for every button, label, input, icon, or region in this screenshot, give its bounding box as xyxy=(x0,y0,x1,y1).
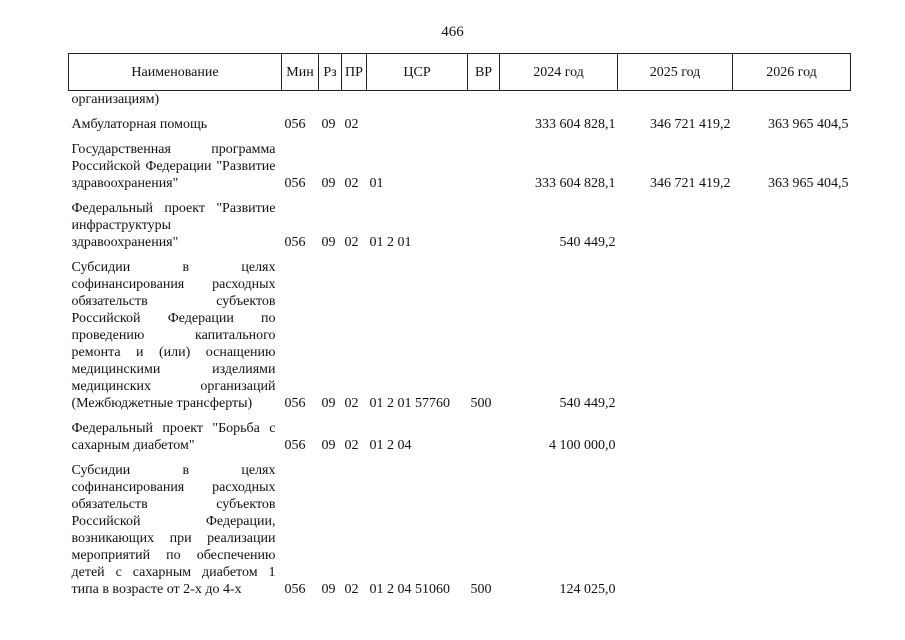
row-name: Субсидии в целях софинансирования расходных обязательств субъектов Российской Федерации, возникающих при реализации мероприятий по обеспечению детей с сахарным диабетом 1 типа в возрасте от 2-х до 4-х xyxy=(71,463,276,597)
row-rz: 09 xyxy=(321,235,336,250)
row-csr xyxy=(367,116,468,133)
table-header xyxy=(69,54,851,91)
row-2025 xyxy=(618,420,733,454)
budget-table xyxy=(68,53,851,598)
row-min: 056 xyxy=(284,117,306,132)
table-row xyxy=(69,420,851,454)
row-pr: 02 xyxy=(344,176,359,191)
row-rz: 09 xyxy=(321,176,336,191)
row-pr: 02 xyxy=(344,235,359,250)
row-2025 xyxy=(618,91,733,109)
row-pr: 02 xyxy=(344,396,359,411)
table-row xyxy=(69,259,851,412)
row-pr: 02 xyxy=(344,438,359,453)
row-min: 056 xyxy=(284,582,306,597)
table-row xyxy=(69,141,851,192)
row-rz xyxy=(319,91,342,109)
row-2024: 333 604 828,1 xyxy=(535,176,616,191)
table-row xyxy=(69,91,851,109)
row-2024: 333 604 828,1 xyxy=(535,117,616,132)
row-name: организациям) xyxy=(71,92,160,107)
row-2024: 4 100 000,0 xyxy=(549,438,616,453)
row-min: 056 xyxy=(284,235,306,250)
row-csr: 01 2 01 xyxy=(369,235,412,250)
header-name: Наименование xyxy=(69,54,282,91)
row-2026 xyxy=(733,462,851,598)
row-vr xyxy=(468,141,500,192)
row-2025 xyxy=(618,462,733,598)
row-2025 xyxy=(618,259,733,412)
header-pr: ПР xyxy=(342,54,367,91)
row-name: Амбулаторная помощь xyxy=(71,117,208,132)
row-vr xyxy=(468,420,500,454)
row-csr xyxy=(367,91,468,109)
row-2025: 346 721 419,2 xyxy=(650,117,731,132)
row-vr xyxy=(468,116,500,133)
table-row xyxy=(69,462,851,598)
row-vr: 500 xyxy=(470,396,492,411)
row-2026: 363 965 404,5 xyxy=(768,117,849,132)
row-name: Государственная программа Российской Федерации "Развитие здравоохранения" xyxy=(71,142,276,191)
header-csr: ЦСР xyxy=(367,54,468,91)
row-rz: 09 xyxy=(321,117,336,132)
row-2026 xyxy=(733,420,851,454)
row-2026 xyxy=(733,91,851,109)
row-min: 056 xyxy=(284,438,306,453)
row-2026 xyxy=(733,200,851,251)
row-2024: 540 449,2 xyxy=(559,235,616,250)
row-pr: 02 xyxy=(344,117,359,132)
row-2024: 124 025,0 xyxy=(559,582,616,597)
row-csr: 01 2 04 xyxy=(369,438,412,453)
row-min xyxy=(282,91,319,109)
row-csr: 01 2 04 51060 xyxy=(369,582,450,597)
header-rz: Рз xyxy=(319,54,342,91)
row-min: 056 xyxy=(284,396,306,411)
row-2025: 346 721 419,2 xyxy=(650,176,731,191)
row-pr: 02 xyxy=(344,582,359,597)
row-vr xyxy=(468,91,500,109)
row-name: Федеральный проект "Развитие инфраструктуры здравоохранения" xyxy=(71,201,276,250)
header-vr: ВР xyxy=(468,54,500,91)
row-pr xyxy=(342,91,367,109)
table-body xyxy=(69,91,851,599)
table-row xyxy=(69,116,851,133)
row-csr: 01 xyxy=(369,176,384,191)
row-2025 xyxy=(618,200,733,251)
row-rz: 09 xyxy=(321,582,336,597)
row-2026: 363 965 404,5 xyxy=(768,176,849,191)
row-csr: 01 2 01 57760 xyxy=(369,396,450,411)
row-name: Федеральный проект "Борьба с сахарным диабетом" xyxy=(71,421,276,453)
header-2026: 2026 год xyxy=(733,54,851,91)
row-rz: 09 xyxy=(321,396,336,411)
row-name: Субсидии в целях софинансирования расходных обязательств субъектов Российской Федерации по проведению капитального ремонта и (или) оснащению медицинскими изделиями медицинских организаций (Межбюджетные трансферты) xyxy=(71,260,276,411)
row-vr xyxy=(468,200,500,251)
row-2026 xyxy=(733,259,851,412)
row-2024: 540 449,2 xyxy=(559,396,616,411)
header-2024: 2024 год xyxy=(500,54,618,91)
row-min: 056 xyxy=(284,176,306,191)
header-2025: 2025 год xyxy=(618,54,733,91)
page-number: 466 xyxy=(441,24,464,40)
row-rz: 09 xyxy=(321,438,336,453)
row-vr: 500 xyxy=(470,582,492,597)
header-min: Мин xyxy=(282,54,319,91)
row-2024 xyxy=(500,91,618,109)
table-row xyxy=(69,200,851,251)
